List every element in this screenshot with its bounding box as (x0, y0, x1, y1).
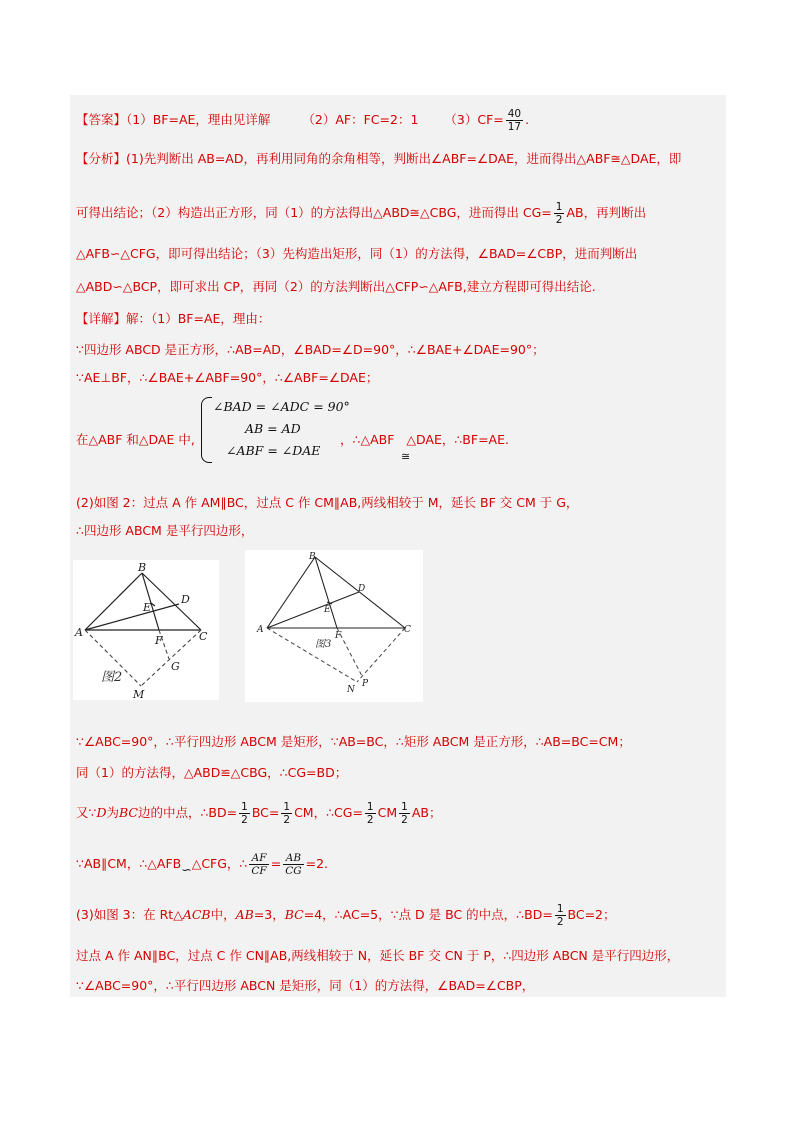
fig3-caption: 图3 (315, 639, 332, 650)
system-eq-2: AB = AD (245, 421, 301, 436)
ratio-fraction-af-cf: $\frac{AF}{CF}$ (251, 852, 267, 877)
fig3-label-P: P (362, 679, 369, 689)
ratio-fraction-ab-cg: $\frac{AB}{CG}$ (285, 852, 302, 877)
system-eq-3: ∠ABF = ∠DAE (226, 443, 321, 458)
part2-line-3: ∵∠ABC=90°，∴平行四边形 ABCM 是矩形，∵AB=BC，∴矩形 ABCM 是正方形，∴AB=BC=CM； (76, 734, 631, 749)
analysis-line-2: 可得出结论；（2）构造出正方形，同（1）的方法得出△ABD≅△CBG，进而得出 CG= $\frac{1}{2}$ AB，再判断出 (76, 201, 647, 226)
detail-intro-line: 【详解】解：（1）BF=AE，理由： (76, 311, 271, 326)
half-fraction-1: $\frac{1}{2}$ (241, 801, 248, 826)
system-eq-1: ∠BAD = ∠ADC = 90° (213, 399, 350, 414)
fig3-label-F: F (335, 631, 342, 641)
part3-line-3: ∵∠ABC=90°，∴平行四边形 ABCN 是矩形，同（1）的方法得，∠BAD=∠CBP， (76, 978, 535, 993)
half-fraction-3: $\frac{1}{2}$ (366, 801, 374, 826)
figure-3-svg (245, 550, 423, 702)
fig2-label-D: D (181, 593, 190, 606)
analysis-tag: 【分析】 (76, 151, 127, 166)
fig2-label-B: B (138, 561, 147, 574)
fig3-label-A: A (257, 625, 264, 635)
part3-line-2: 过点 A 作 AN∥BC，过点 C 作 CN∥AB,两线相较于 N，延长 BF 交 CN 于 P，∴四边形 ABCN 是平行四边形， (76, 948, 680, 963)
figure-2-svg (73, 560, 219, 700)
fig3-label-C: C (404, 625, 411, 635)
fig2-label-C: C (199, 630, 208, 643)
fig2-label-A: A (75, 626, 83, 639)
fig2-label-E: E (143, 601, 152, 614)
figure-3 (245, 550, 423, 702)
fig2-label-G: G (171, 660, 180, 673)
part2-line-4: 同（1）的方法得，△ABD≌△CBG，∴CG=BD； (76, 765, 348, 780)
answer-part1: （1）BF=AE，理由见详解 (126, 112, 271, 127)
fig3-label-D: D (358, 584, 366, 594)
half-fraction-4: $\frac{1}{2}$ (401, 801, 408, 826)
fig2-caption: 图2 (101, 670, 123, 685)
fig3-label-B: B (309, 552, 316, 562)
answer-part2: （2）AF：FC=2：1 (302, 112, 419, 127)
system-brace (201, 397, 212, 463)
system-prefix: 在△ABF 和△DAE 中, (76, 432, 195, 447)
fig2-label-F: F (155, 634, 163, 647)
part2-line-2: ∴四边形 ABCM 是平行四边形， (76, 523, 254, 538)
detail-line-1: ∵四边形 ABCD 是正方形，∴AB=AD，∠BAD=∠D=90°，∴∠BAE+∠DAE=90°； (76, 342, 545, 357)
fig3-label-N: N (347, 685, 355, 695)
answer-line: 【答案】（1）BF=AE，理由见详解 （2）AF：FC=2：1 （3）CF= $\frac{40}{17}$ . (76, 108, 530, 133)
part2-line-1: (2)如图 2：过点 A 作 AM∥BC，过点 C 作 CM∥AB,两线相较于 M，延长 BF 交 CM 于 G， (76, 495, 579, 510)
analysis-line-4: △ABD∽△BCP，即可求出 CP，再同（2）的方法判断出△CFP∽△AFB,建立方程即可得出结论. (76, 279, 596, 294)
fig3-label-E: E (324, 605, 331, 615)
answer-tag: 【答案】 (76, 112, 127, 127)
analysis-line-1: 【分析】(1)先判断出 AB=AD，再利用同角的余角相等，判断出∠ABF=∠DAE，进而得出△ABF≅△DAE，即 (76, 151, 682, 166)
part3-line-1: (3)如图 3：在 Rt△ACB中，AB=3，BC=4，∴AC=5，∵点 D 是 BC 的中点，∴BD= $\frac{1}{2}$ BC=2； (76, 903, 616, 928)
fig2-label-M: M (133, 688, 145, 700)
part2-line-5: 又∵D为BC边的中点，∴BD= $\frac{1}{2}$ BC= $\frac{1}{2}$ CM，∴CG= $\frac{1}{2}$ CM $\frac{1}{2}$ AB； (76, 801, 442, 826)
answer-part3: （3）CF= (444, 112, 504, 127)
analysis-half-fraction: $\frac{1}{2}$ (555, 201, 563, 226)
system-conclusion: ，∴△ABF △DAE，∴BF=AE. (340, 432, 509, 447)
figure-2 (73, 560, 219, 700)
detail-tag: 【详解】 (76, 311, 127, 326)
congruent-symbol: ≅ (401, 450, 411, 463)
answer-fraction: $\frac{40}{17}$ (507, 108, 522, 133)
half-fraction-2: $\frac{1}{2}$ (283, 801, 291, 826)
analysis-line-3: △AFB∽△CFG，即可得出结论；（3）先构造出矩形，同（1）的方法得，∠BAD=∠CBP，进而判断出 (76, 246, 638, 261)
half-fraction-5: $\frac{1}{2}$ (556, 903, 564, 928)
part2-line-6: ∵AB∥CM，∴△AFB∽△CFG，∴ $\frac{AF}{CF}$ = $\frac{AB}{CG}$ =2. (76, 852, 329, 877)
detail-line-2: ∵AE⊥BF，∴∠BAE+∠ABF=90°，∴∠ABF=∠DAE； (76, 370, 379, 385)
